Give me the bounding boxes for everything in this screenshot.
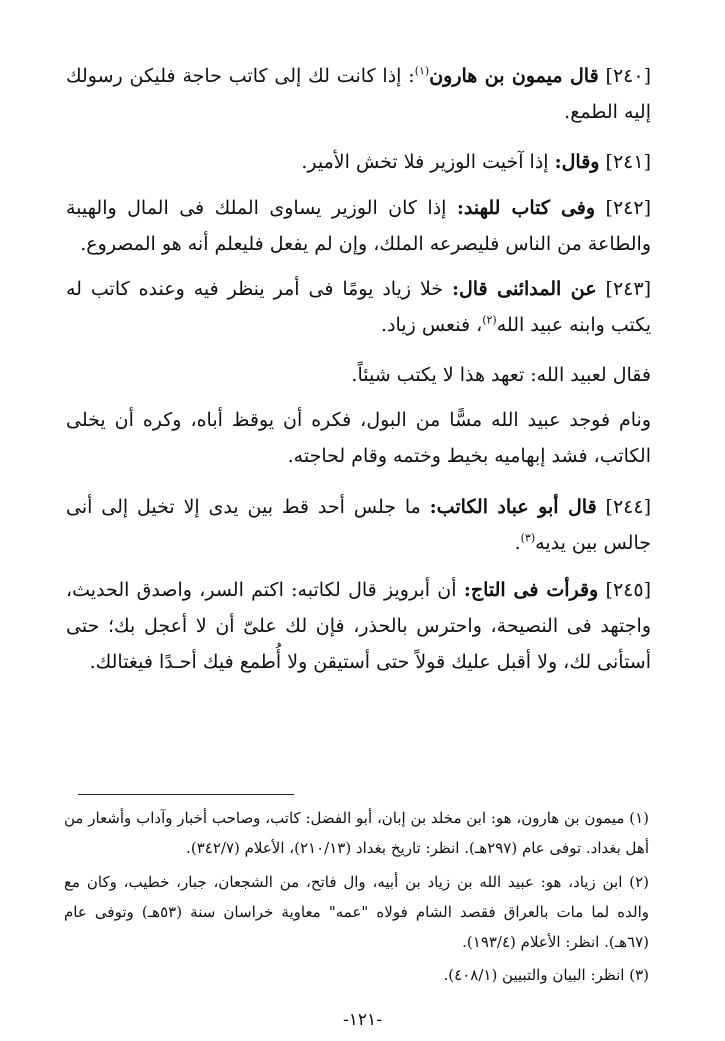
paragraph-number: [٢٤٣] — [605, 278, 651, 300]
footnote-divider — [78, 794, 294, 795]
paragraph-243-b — [66, 357, 651, 393]
paragraph-241 — [66, 144, 651, 180]
paragraph-text: : إذا كانت لك إلى كاتب حاجة فليكن رسولك إليه الطمع. — [66, 65, 651, 123]
paragraph-number: [٢٤٤] — [605, 496, 652, 518]
paragraph-lead: وقال: — [554, 151, 600, 173]
footnote-ref[interactable]: (١) — [414, 64, 430, 78]
paragraph-lead: قال ميمون بن هارون — [429, 65, 599, 87]
paragraph-text: خلا زياد يومًا فى أمر ينظر فيه وعنده كاتب له يكتب وابنه عبيد الله — [66, 278, 651, 336]
paragraph-245 — [66, 572, 651, 680]
paragraph-lead: وفى كتاب للهند: — [456, 197, 596, 219]
paragraph-number: [٢٤٠] — [605, 65, 651, 87]
page-number: -١٢١- — [343, 1010, 382, 1030]
paragraph-number: [٢٤٥] — [605, 579, 651, 601]
footnote-ref[interactable]: (٣) — [520, 531, 536, 545]
paragraph-text-cont: ، فنعس زياد. — [381, 314, 483, 336]
paragraph-text: إذا آخيت الوزير فلا تخش الأمير. — [301, 151, 555, 173]
paragraph-242 — [66, 190, 651, 262]
paragraph-text: أن أبرويز قال لكاتبه: اكتم السر، واصدق الحديث، واجتهد فى النصيحة، واحترس بالحذر، فإن لك علىّ أن لا أعجل بك؛ حتى أستأنى لك، ولا أقبل عليك قولاً حتى أستيقن ولا أُطمع فيك أحـدًا فيغتالك. — [66, 579, 651, 673]
footnote-1: (١) ميمون بن هارون، هو: ابن مخلد بن إبان، أبو الفضل: كاتب، وصاحب أخبار وآداب وأشعار من أهل بغداد. توفى عام (٢٩٧هـ). انظر: تاريخ بغداد (٢١٠/١٣)، الأعلام (٣٤٢/٧). — [64, 809, 649, 857]
paragraph-243 — [66, 271, 651, 343]
paragraph-text-cont: . — [514, 532, 521, 554]
paragraph-243-c — [66, 402, 651, 474]
paragraph-lead: عن المدائنى قال: — [451, 278, 597, 300]
footnote-2: (٢) ابن زياد، هو: عبيد الله بن زياد بن أبيه، وال فاتح، من الشجعان، جبار، خطيب، وكان مع والده لما مات بالعراق فقصد الشام فولاه "عمه" معاوية خراسان سنة (٥٣هـ) وتوفى عام (٦٧هـ). انظر: الأعلام (١٩٣/٤). — [64, 873, 649, 951]
footnote-3: (٣) انظر: البيان والتبيين (٤٠٨/١). — [443, 966, 649, 984]
paragraph-text: إذا كان الوزير يساوى الملك فى المال والهيبة والطاعة من الناس فليصرعه الملك، وإن لم يفعل فليعلم أنه هو المصروع. — [66, 197, 651, 255]
paragraph-number: [٢٤١] — [605, 151, 651, 173]
paragraph-text: ما جلس أحد قط بين يدى إلا تخيل إلى أنى جالس بين يديه — [66, 496, 651, 554]
paragraph-text: فقال لعبيد الله: تعهد هذا لا يكتب شيئاً. — [351, 364, 651, 386]
paragraph-number: [٢٤٢] — [605, 197, 651, 219]
paragraph-lead: وقرأت فى التاج: — [463, 579, 599, 601]
paragraph-text: ونام فوجد عبيد الله مسًّا من البول، فكره أن يوقظ أباه، وكره أن يخلى الكاتب، فشد إبهاميه بخيط وختمه وقام لحاجته. — [66, 409, 651, 467]
paragraph-240 — [66, 58, 651, 130]
footnote-ref[interactable]: (٢) — [482, 313, 497, 327]
paragraph-244 — [66, 489, 651, 561]
paragraph-lead: قال أبو عباد الكاتب: — [429, 496, 597, 518]
